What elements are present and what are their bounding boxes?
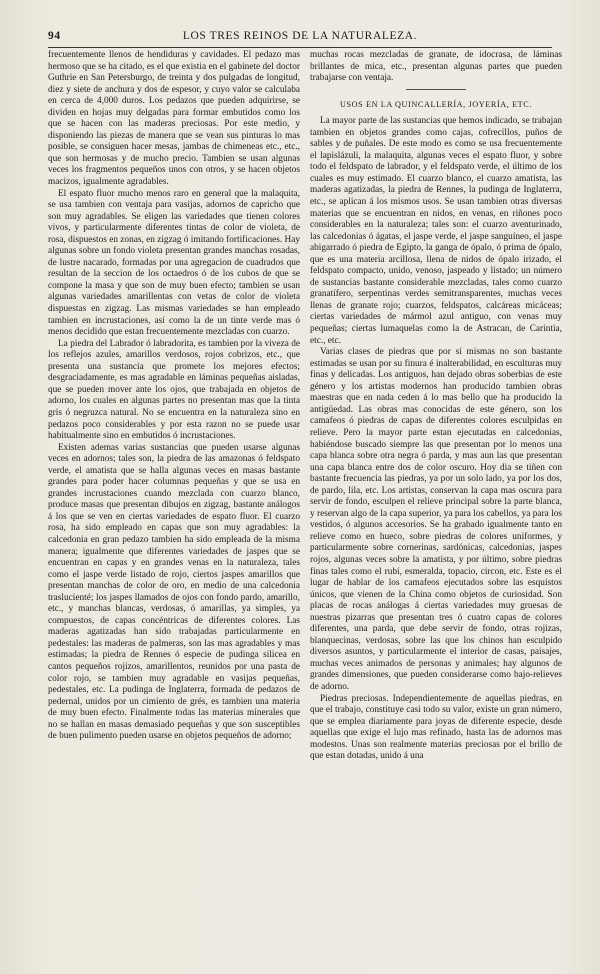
header-rule [48, 47, 552, 48]
section-heading: USOS EN LA QUINCALLERÍA, JOYERÍA, ETC. [339, 99, 532, 109]
right-column [310, 50, 562, 950]
paragraph-quincalleria: La mayor parte de las sustancias que hemos indicado, se trabajan tambien en objetos grandes como cajas, cofrecillos, puños de sables y de puñales. De este modo es como se usa frecuentemente el lapislázuli, la malaquita, algunas veces el espato fluor, y sobre todo el feldspato de labrador, y el feldspato verde, el último de los cuales es muy estimado. El cuarzo blanco, el cuarzo amatista, las maderas agatizadas, la piedra de Rennes, la pudinga de Inglaterra, etc., se aplican á los mismos usos. Se usan tambien otras diversas materias que se encuentran en nidos, en venas, en riñones poco considerables en la naturaleza; tales son: el cuarzo aventurinado, las calcedonias ó ágatas, el jaspe verde, el jaspe sanguíneo, el jaspe abigarrado ó piedra de Egipto, la ganga de ópalo, ó prima de ópalo, que es una materia arcillosa, llena de nidos de ópalo irizado, el feldspato compacto, unido, venoso, jaspeado y listado; un número de sustancias bastante considerable mezcladas, tales como cuarzo granatífero, serpentinas verdes semitransparentes, muchas veces llenas de granate rojo; cuarzos, feldspatos, calcáreas micáceas; ciertas variedades de mármol azul antiguo, con venas muy pequeñas; ciertas lumaquelas como la de Astracan, de Carintia, etc., etc. [310, 116, 562, 346]
page-number: 94 [48, 30, 61, 42]
paragraph-malaquita-cont: frecuentemente llenos de hendiduras y cavidades. El pedazo mas hermoso que se ha citado, es el que existia en el gabinete del doctor Guthrie en San Petersburgo, de treinta y dos pulgadas de longitud, diez y siete de anchura y dos de espesor, y cuyo valor se calculaba en cerca de 4,000 duros. Los pedazos que pueden adquirirse, se dividen en hojas muy delgadas para formar embutidos como los que se hacen con las maderas preciosas. Por este medio, y disponiendo las piezas de manera que se vean sus pinturas lo mas posible, se consiguen hacer mesas, jambas de chimeneas etc., etc., que son hermosas y de mucho precio. Tambien se usan algunas veces los fragmentos pequeños unos con otros, y se hacen objetos macizos, igualmente agradables. [48, 50, 300, 188]
paragraph-labradorita: La piedra del Labrador ó labradorita, es tambien por la viveza de los reflejos azules, amarillos verdosos, rojos cobrizos, etc., que presenta una sustancia que promete los mejores efectos; desgraciadamente, es mas agradable en láminas pequeñas aisladas, que se pueden mover ante los ojos, que trabajada en objetos de adorno, los cuales en algunas partes no presentan mas que la tinta gris ó negruzca natural. No se encuentra en la naturaleza sino en pedazos poco considerables y por esta razon no se puede usar habitualmente sino en embutidos ó incrustaciones. [48, 338, 300, 442]
section-divider [406, 89, 466, 90]
paragraph-espato-fluor: El espato fluor mucho menos raro en general que la malaquita, se usa tambien con ventaja para vasijas, adornos de capricho que son muy agradables. Se eligen las variedades que tienen colores vivos, y particularmente diferentes tintas de color de violeta, de rosa, dispuestos en zonas, en zigzag ó imitando fortificaciones. Hay algunas sobre un fondo violeta presentan grandes manchas rosadas, de lustre nacarado, formadas por una agregacion de cuadrados que resultan de la seccion de los octaedros ó de los cubos de que se compone la masa y que son de muy buen efecto; tambien se usan algunas variedades amarillentas con vetas de color de violeta dispuestas en zigzag. Las mismas variedades se han empleado tambien en incrustaciones, así como la de un tinte verde mas ó menos decidido que estan frecuentemente mezcladas con cuarzo. [48, 188, 300, 338]
running-header [48, 30, 552, 46]
left-column [48, 50, 300, 950]
paragraph-rocas-cont: muchas rocas mezcladas de granate, de idocrasa, de láminas brillantes de mica, etc., presentan algunas partes que pueden trabajarse con ventaja. [310, 50, 562, 84]
paragraph-camafeos: Varias clases de piedras que por sí mismas no son bastante estimadas se usan por su finura é inalterabilidad, en esculturas muy finas y delicadas. Los antiguos, han dejado obras soberbias de este género y los artistas modernos han producido tambien obras maestras que en nada ceden á lo mas bello que ha producido la antigüedad. Las obras mas conocidas de este género, son los camafeos ó piedras de capas de diferentes colores esculpidas en relieve. Pero la mayor parte estan ejecutadas en calcedonias, habiéndose buscado siempre las que presentan por lo menos una capa blanca sobre otra negra ó parda, y mas aun las que presentan una capa blanca entre dos de color oscuro. Hoy dia se tiñen con bastante frecuencia las piedras, ya por un solo lado, ya por los dos, de pardo, lila, etc. Los artistas, conservan la capa mas oscura para servir de fondo, esculpen el relieve principal sobre la parte blanca, y reservan algo de la capa superior, ya para los cabellos, ya para los vestidos, ó algunos accesorios. Se ha grabado igualmente tanto en relieve como en hueco, sobre piedras de colores uniformes, y particularmente sobre cornerinas, sardónicas, calcedonias, jaspes rojos, algunas veces sobre la amatista, y por último, sobre piedras finas tales como el rubí, esmeralda, topacio, circon, etc. Este es el lugar de hablar de los camafeos ejecutados sobre las esquistos únicos, que vienen de la China como objetos de curiosidad. Son placas de rocas análogas á ciertas variedades muy gruesas de nuestras pizarras que presentan tres ó cuatro capas de colores diferentes, una parda, que debe servir de fondo, otras rojizas, blanquecinas, verdosas, sobre las que los chinos han esculpido diversos asuntos, y particularmente el interior de casas, paisajes, muchas veces animados de personas y animales; hay algunos de grandes dimensiones, que pueden considerarse como bajo-relieves de adorno. [310, 347, 562, 692]
paragraph-piedras-preciosas: Piedras preciosas. Independientemente de aquellas piedras, en que el trabajo, constituye casi todo su valor, existe un gran número, que se emplea diariamente para joyas de diferente especie, desde aquellas que exige el lujo mas refinado, hasta las de adornos mas modestos. Unas son realmente materias preciosas por el brillo de que estan dotadas, unido á una [310, 693, 562, 762]
running-title: LOS TRES REINOS DE LA NATURALEZA. [182, 30, 418, 42]
paragraph-otras-sustancias: Existen ademas varias sustancias que pueden usarse algunas veces en adornos; tales son, la piedra de las amazonas ó feldspato verde, el amatista que se halla algunas veces en masas bastante grandes para poder hacer columnas pequeñas y que se usa en grandes incrustaciones cuando mezclada con cuarzo blanco, produce masas que presentan dibujos en zigzag, bastante análogos á los que se ven en ciertas variedades de espato fluor. El cuarzo rosa, ha sido empleado en capas que son muy agradables: la calcedonia en gran pedazo tambien ha sido empleada de la misma manera; igualmente que diferentes variedades de jaspes que se encuentran en capas y en grandes venas en la naturaleza, tales como el jaspe verde listado de rojo, ciertos jaspes amarillos que presentan manchas de color de oro, en medio de una calcedonia traslucienté; los jaspes llamados de ojos con fondo pardo, amarillo, etc., y manchas blancas, verdosas, ó amarillas, ya simples, ya compuestos, de capas concéntricas de diferentes colores. Las maderas agatizadas han sido trabajadas particularmente en pedestales: las maderas de palmeras, son las mas agradables y mas estimadas; la piedra de Rennes ó especie de pudinga silicea en cantos pequeños rojizos, amarillentos, reunidos por una pasta de color rojo, se tambien muy agradable en vasijas pequeñas, pedestales, etc. La pudinga de Inglaterra, formada de pedazos de pedernal, unidos por un cimiento de grés, es tambien una materia de muy buen efecto. Finalmente todas las materias minerales que no se hallan en masas demasiado pequeñas y que son susceptibles de buen pulimento pueden usarse en objetos pequeños de adorno; [48, 442, 300, 742]
